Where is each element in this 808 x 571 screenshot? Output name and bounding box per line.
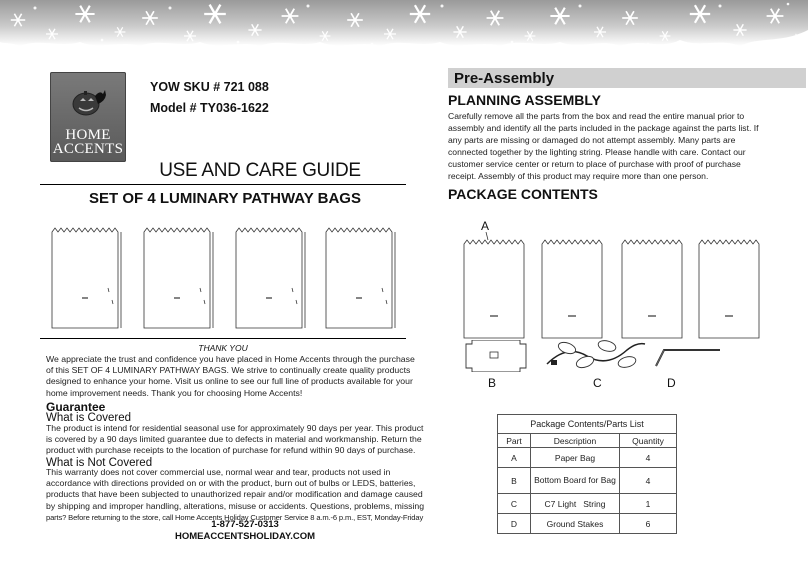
title-divider — [40, 184, 406, 185]
parts-list-table — [497, 414, 677, 534]
part-label-c: C — [593, 376, 602, 390]
logo-text-home: HOME — [65, 127, 111, 143]
logo-text-accents: ACCENTS — [52, 141, 124, 157]
luminary-bags-illustration — [40, 222, 410, 338]
website-link[interactable]: HOMEACCENTSHOLIDAY.COM — [175, 531, 316, 542]
part-label-a: A — [481, 219, 490, 233]
table-row: B Bottom Board for Bag 4 — [498, 468, 677, 494]
part-label-d: D — [667, 376, 676, 390]
planning-assembly-heading: PLANNING ASSEMBLY — [448, 92, 601, 108]
parts-table-caption: Package Contents/Parts List — [498, 415, 677, 434]
covered-heading: What is Covered — [46, 412, 132, 424]
guarantee-heading: Guarantee — [46, 400, 106, 414]
pumpkin-cat-icon — [68, 82, 108, 118]
home-accents-logo — [50, 72, 126, 162]
illustration-divider — [40, 338, 406, 339]
ground-stake-icon — [652, 346, 724, 370]
table-row: A Paper Bag 4 — [498, 448, 677, 468]
guide-title: USE AND CARE GUIDE — [159, 160, 361, 181]
pre-assembly-title: Pre-Assembly — [454, 70, 555, 87]
parts-col-header: Description — [531, 434, 620, 448]
parts-col-header: Part — [498, 434, 531, 448]
paper-bags-illustration — [458, 232, 778, 344]
planning-assembly-text: Carefully remove all the parts from the box and read the entire manual prior to assembly and identify all the parts included in the package against the parts list. If any parts are missing or damaged do not attempt assembly. Many parts are connected together by the lighting string. Please handle with care. Contact our customer service center or return to place of purchase with proof of purchase receipt. Assembly of this product may require more than one person. — [448, 111, 759, 181]
not-covered-heading: What is Not Covered — [46, 457, 153, 469]
snowflake-banner — [0, 0, 808, 60]
parts-col-header: Quantity — [620, 434, 677, 448]
table-row: D Ground Stakes 6 — [498, 514, 677, 534]
pre-assembly-header — [448, 68, 806, 88]
sku-number: YOW SKU # 721 088 — [150, 80, 269, 94]
not-covered-text: This warranty does not cover commercial use, normal wear and tear, products not used in accordance with directions provided on or with the product, burn out of bulbs or LEDS, batteries, products that have been subjected to unauthorized repair and/or modification and damage caused by shipping and improper handling, alterations, misuse or accidents. Questions, problems, missing parts? Before returning to the store, call Home Accents Holiday Customer Service 8 a.m.-6 p.m., EST, Monday-Friday — [46, 467, 425, 522]
covered-text: The product is intend for residential seasonal use for approximately 90 days per year. This product is covered by a 90 days limited guarantee due to defects in material and workmanship. Return the product with purchase receipts to the location of purchase for refund within 90 days of purchase. — [46, 423, 424, 456]
part-label-b: B — [488, 376, 497, 390]
bottom-board-icon — [462, 340, 532, 372]
table-row: C C7 Light String 1 — [498, 494, 677, 514]
package-contents-heading: PACKAGE CONTENTS — [448, 186, 598, 202]
light-string-icon — [545, 334, 650, 374]
phone-number: 1-877-527-0313 — [211, 519, 279, 530]
thank-you-text: We appreciate the trust and confidence you have placed in Home Accents through the purchase of this SET OF 4 LUMINARY PATHWAY BAGS. We strive to continually create quality products designed to enhance your home. Visit us online to see our full line of products available for your home improvement needs. Thank you for choosing Home Accents! — [46, 354, 415, 398]
model-number: Model # TY036-1622 — [150, 101, 269, 115]
product-title: SET OF 4 LUMINARY PATHWAY BAGS — [89, 190, 361, 207]
thank-you-heading: THANK YOU — [198, 343, 248, 353]
